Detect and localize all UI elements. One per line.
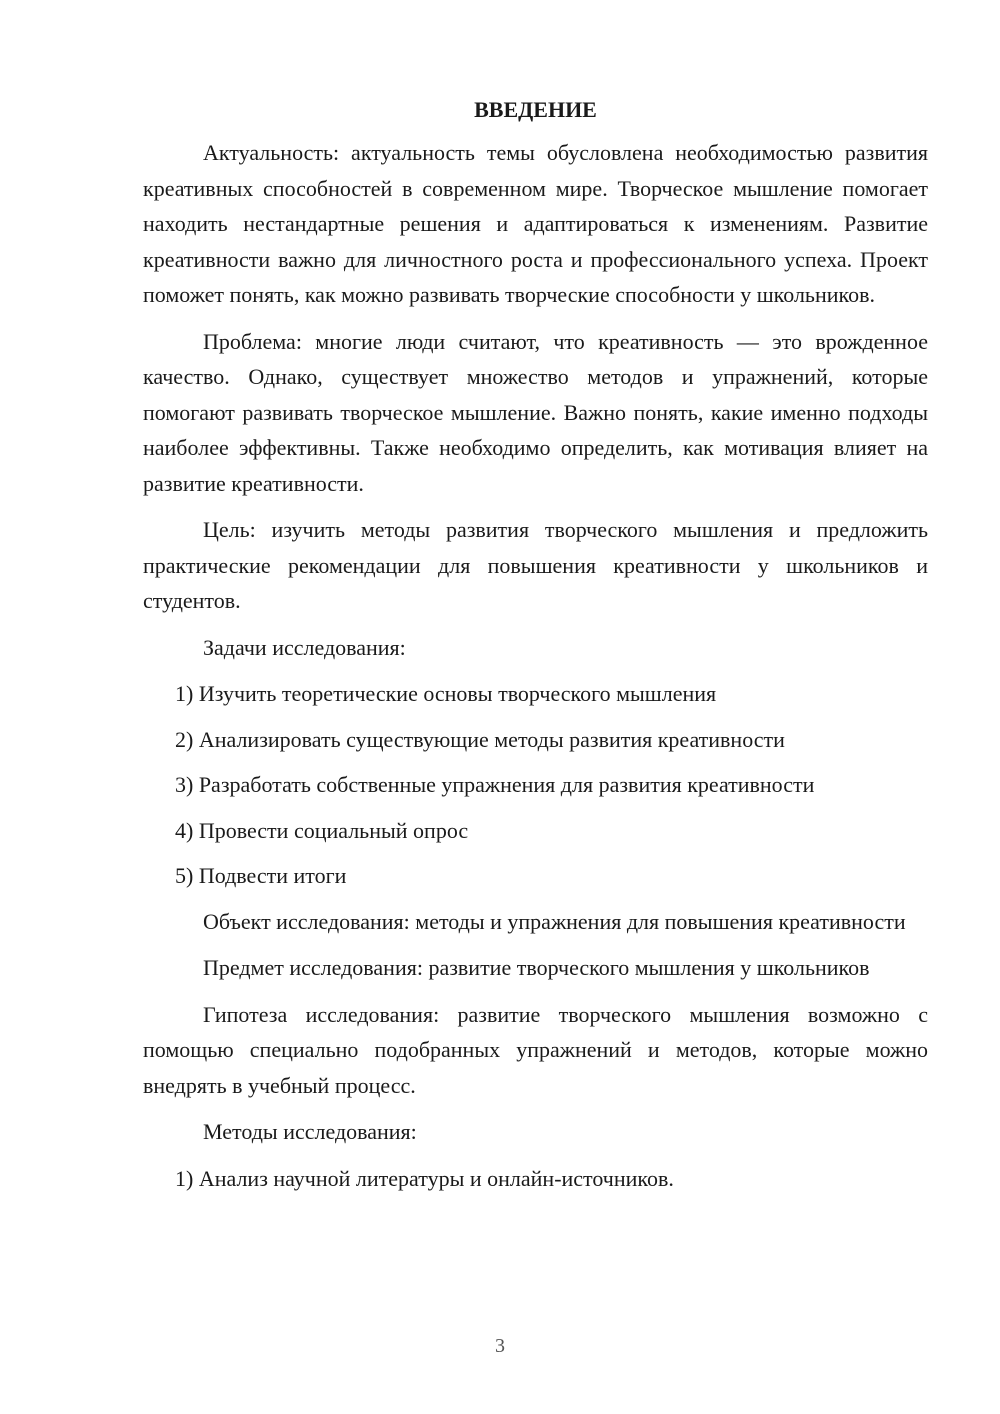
list-item: 5) Подвести итоги <box>175 863 347 888</box>
tasks-list <box>143 676 928 894</box>
subject-paragraph: Предмет исследования: развитие творческого мышления у школьников <box>203 955 870 980</box>
relevance-paragraph: Актуальность: актуальность темы обусловлена необходимостью развития креативных способностей в современном мире. Творческое мышление помогает находить нестандартные решения и адаптироваться к изменениям. Развитие креативности важно для личностного роста и профессионального успеха. Проект поможет понять, как можно развивать творческие способности у школьников. <box>143 140 928 307</box>
document-page <box>143 92 928 1206</box>
page-number: 3 <box>495 1335 505 1357</box>
goal-paragraph: Цель: изучить методы развития творческого мышления и предложить практические рекомендации для повышения креативности у школьников и студентов. <box>143 517 928 613</box>
section-title: ВВЕДЕНИЕ <box>474 97 597 122</box>
tasks-heading: Задачи исследования: <box>203 634 406 660</box>
list-item: 1) Анализ научной литературы и онлайн-источников. <box>175 1165 674 1191</box>
list-item: 1) Изучить теоретические основы творческого мышления <box>175 681 717 706</box>
list-item: 3) Разработать собственные упражнения для развития креативности <box>175 772 815 797</box>
list-item: 4) Провести социальный опрос <box>175 817 469 843</box>
problem-paragraph: Проблема: многие люди считают, что креативность — это врожденное качество. Однако, существует множество методов и упражнений, которые помогают развивать творческое мышление. Важно понять, какие именно подходы наиболее эффективны. Также необходимо определить, как мотивация влияет на развитие креативности. <box>143 328 928 496</box>
methods-list <box>143 1161 928 1197</box>
list-item: 2) Анализировать существующие методы развития креативности <box>175 726 785 752</box>
hypothesis-paragraph: Гипотеза исследования: развитие творческого мышления возможно с помощью специально подобранных упражнений и методов, которые можно внедрять в учебный процесс. <box>143 1001 928 1098</box>
object-paragraph: Объект исследования: методы и упражнения для повышения креативности <box>203 908 906 934</box>
methods-heading: Методы исследования: <box>203 1119 417 1144</box>
